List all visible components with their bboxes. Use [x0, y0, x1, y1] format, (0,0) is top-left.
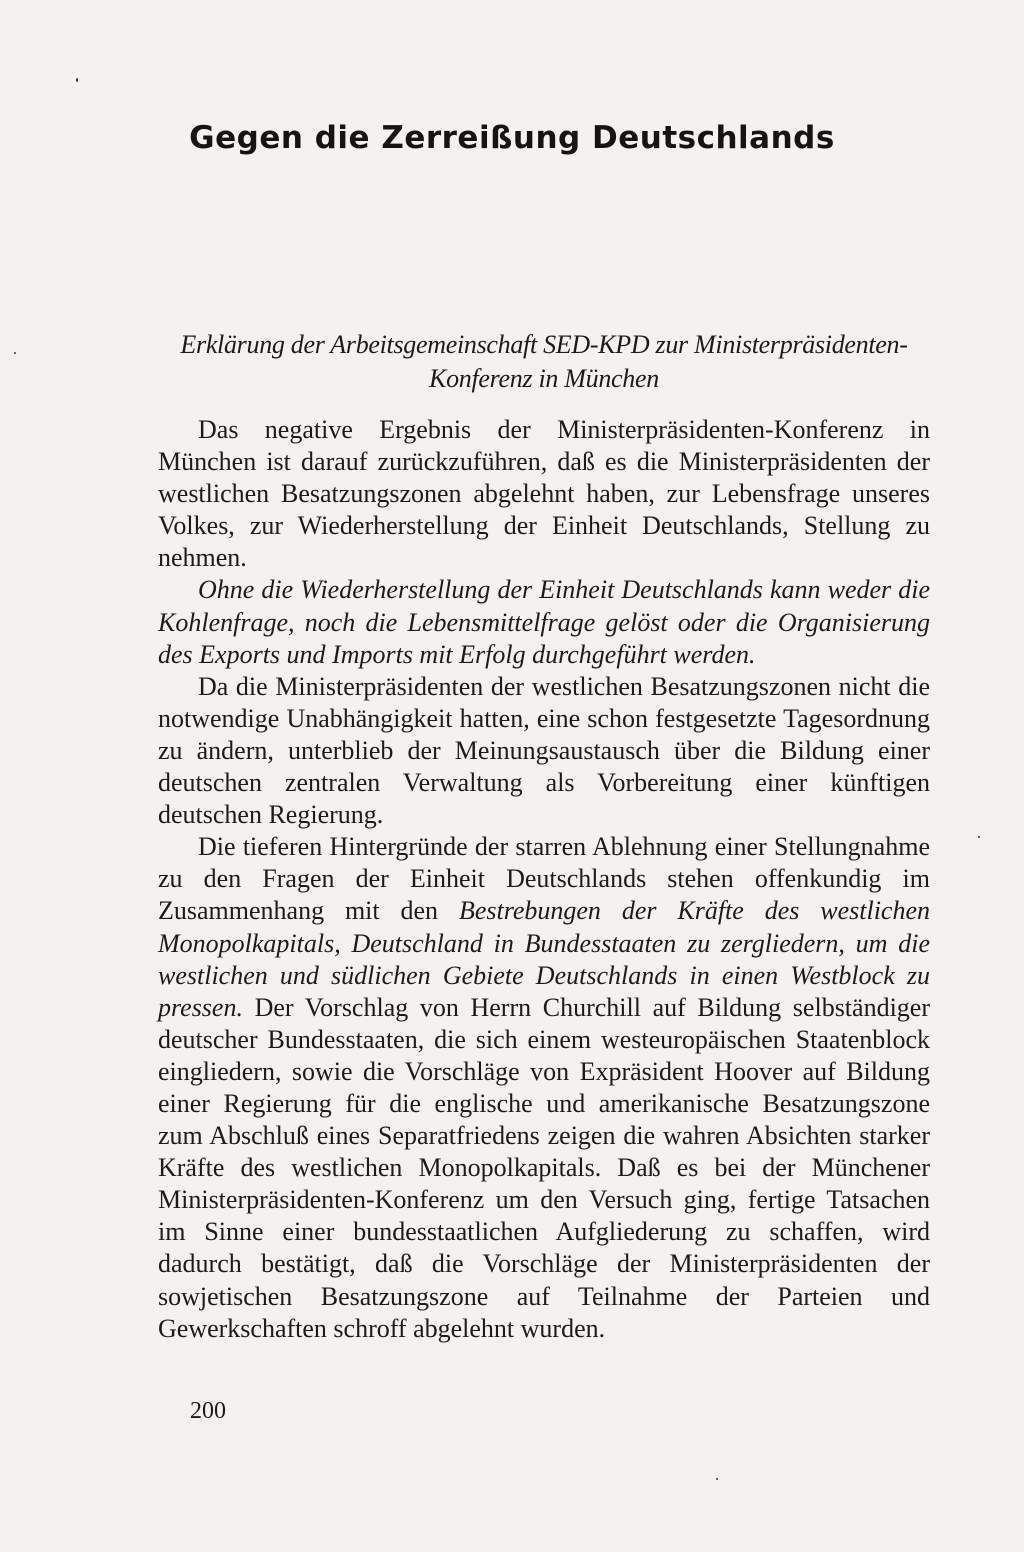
body-paragraph	[158, 831, 930, 1345]
body-paragraph	[158, 671, 930, 831]
scan-speck	[716, 1478, 718, 1480]
document-subtitle: Erklärung der Arbeitsgemeinschaft SED-KPD zur Ministerpräsidenten-Konferenz in München	[180, 330, 908, 393]
paragraph-text: Ohne die Wiederherstellung der Einheit Deutschlands kann weder die Kohlenfrage, noch die Lebensmittelfrage gelöst oder die Organisierung des Exports und Imports mit Erfolg durchgeführt werden.	[158, 575, 930, 669]
paragraph-text: Die tieferen Hintergründe der starren Ablehnung einer Stellungnahme zu den Fragen der Einheit Deutschlands stehen offenkundig im Zusammenhang mit den	[158, 832, 930, 926]
body-paragraph	[158, 574, 930, 670]
scan-speck	[76, 78, 78, 82]
paragraph-text: Das negative Ergebnis der Ministerpräsidenten-Konferenz in München ist darauf zurückzuführen, daß es die Ministerpräsidenten der westlichen Besatzungszonen abgelehnt haben, zur Lebensfrage unseres Volkes, zur Wiederherstellung der Einheit Deutschlands, Stellung zu nehmen.	[158, 415, 930, 573]
paragraph-text: Der Vorschlag von Herrn Churchill auf Bildung selbständiger deutscher Bundesstaaten, die sich einem westeuropäischen Staatenblock eingliedern, sowie die Vorschläge von Expräsident Hoover auf Bildung einer Regierung für die englische und amerikanische Besatzungszone zum Abschluß eines Separatfriedens zeigen die wahren Absichten starker Kräfte des westlichen Monopolkapitals. Daß es bei der Münchener Ministerpräsidenten-Konferenz um den Versuch ging, fertige Tatsachen im Sinne einer bundesstaatlichen Aufgliederung zu schaffen, wird dadurch bestätigt, daß die Vorschläge der Ministerpräsidenten der sowjetischen Besatzungszone auf Teilnahme der Parteien und Gewerkschaften schroff abgelehnt wurden.	[158, 992, 930, 1343]
body-text	[158, 414, 930, 1345]
page-number: 200	[190, 1398, 226, 1424]
body-paragraph	[158, 414, 930, 574]
paragraph-text: Da die Ministerpräsidenten der westlichen Besatzungszonen nicht die notwendige Unabhängigkeit hatten, eine schon festgesetzte Tagesordnung zu ändern, unterblieb der Meinungsaustausch über die Bildung einer deutschen zentralen Verwaltung als Vorbereitung einer künftigen deutschen Regierung.	[158, 671, 930, 830]
scan-speck	[978, 836, 980, 838]
page-title: Gegen die Zerreißung Deutschlands	[189, 120, 835, 156]
emphasized-text: Bestrebungen der Kräfte des westlichen Monopolkapitals, Deutschland in Bundesstaaten zu zergliedern, um die westlichen und südlichen Gebiete Deutschlands in einen Westblock zu pressen.	[158, 896, 930, 1022]
scan-speck	[14, 352, 16, 354]
